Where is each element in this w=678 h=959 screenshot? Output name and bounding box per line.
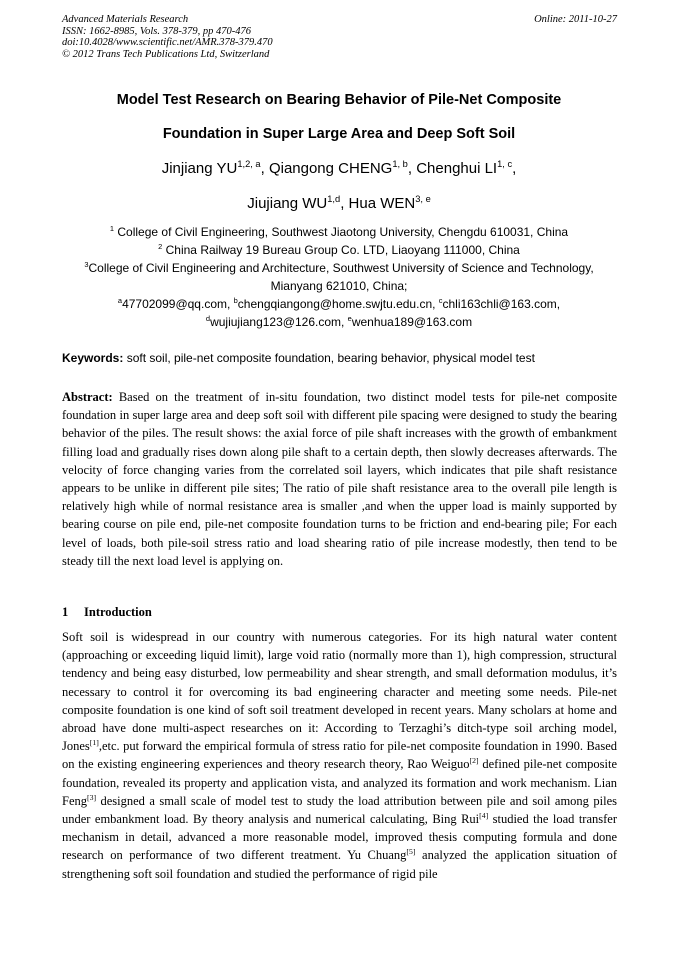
online-date: Online: 2011-10-27 [534, 14, 617, 25]
author-sup: 1, c [497, 159, 513, 169]
affiliation-1 [40, 225, 638, 239]
citation: [2] [469, 756, 479, 766]
email-sup: d [205, 314, 211, 323]
abstract [62, 388, 617, 570]
paragraph-text: Soft soil is widespread in our country with numerous categories. For its high natural water content (approaching or exceeding liquid limit), large void ratio (normally more than 1), high compression, structural tendency and being easy disturbed, low permeability and shear strength, and small deformation modulus, it’s necessary to control it for overcoming its bad engineering character and meeting some needs. Pile-net composite foundation is one kind of soft soil treatment developed in recent years. Many scholars at home and abroad have done multi-aspect researches on it: According to Terzaghi’s ditch-type soil arching model, Jones [62, 630, 617, 754]
section-title: Introduction [84, 605, 152, 619]
emails-line-2 [40, 315, 638, 329]
author-separator: , [260, 160, 269, 177]
journal-name: Advanced Materials Research [62, 14, 189, 25]
author-separator: , [407, 160, 417, 177]
email-sup: e [347, 314, 352, 323]
email-address: wenhua189@163.com [351, 315, 473, 329]
doi-line: doi:10.4028/www.scientific.net/AMR.378-379.470 [62, 37, 273, 48]
email-address: 47702099@qq.com, [122, 297, 234, 311]
abstract-label: Abstract: [62, 390, 113, 404]
email-address: wujiujiang123@126.com, [210, 315, 348, 329]
author-sup: 3, e [415, 194, 431, 204]
author-name: Chenghui LI [416, 160, 498, 177]
email-sup: a [117, 296, 123, 305]
issn-line: ISSN: 1662-8985, Vols. 378-379, pp 470-476 [62, 25, 251, 37]
paragraph-text: studied the load transfer mechanism in detail, advanced a more reasonable model, improved thesis computing formula and done research on performance of two different treatment. Yu Chuang [62, 812, 617, 863]
paragraph-text: defined pile-net composite foundation, revealed its property and application vista, and analyzed its formation and work mechanism. Lian Feng [62, 757, 617, 808]
emails-line-1 [40, 297, 638, 311]
keywords [62, 351, 617, 365]
author-name: Jiujiang WU [247, 195, 328, 212]
citation: [4] [479, 810, 489, 820]
paper-title-line-1: Model Test Research on Bearing Behavior of Pile-Net Composite [116, 92, 562, 108]
copyright-line: © 2012 Trans Tech Publications Ltd, Switzerland [62, 48, 270, 60]
paragraph-text: designed a small scale of model test to study the load attribution between pile and soil among piles under embankment load. By theory analysis and numerical calculating, Bing Rui [62, 793, 617, 827]
author-separator: , [340, 195, 349, 212]
journal-header [62, 14, 617, 60]
authors-line-1 [40, 160, 638, 177]
affiliation-sup: 1 [109, 224, 115, 233]
author-sup: 1, b [392, 159, 408, 169]
affiliation-text: College of Civil Engineering and Architecture, Southwest University of Science and Technology, [88, 261, 594, 275]
section-heading-introduction [62, 605, 152, 620]
citation: [3] [87, 792, 97, 802]
affiliation-3-continued: Mianyang 621010, China; [270, 279, 408, 293]
citation: [5] [406, 847, 416, 857]
paragraph-text: analyzed the application situation of strengthening soft soil foundation and studied the performance of rigid pile [62, 848, 617, 881]
citation: [1] [89, 738, 99, 748]
author-name: Hua WEN [348, 195, 416, 212]
abstract-text: Based on the treatment of in-situ foundation, two distinct model tests for pile-net composite foundation in super large area and deep soft soil with different pile spacing were designed to study the bearing behavior of the piles. The result shows: the axial force of pile shaft increases with the growth of embankment filling load and gradually rises down along pile shaft to a certain depth, then slowly decreases afterwards. The velocity of force changing varies from the correlated soil layers, which indicates that pile shaft resistance appears to be unlike in different pile sites; The ratio of pile shaft resistance area to the overall pile length is relatively high while of normal resistance area is smaller ,and when the upper load is mainly supported by bearing course on pile end, pile-net composite foundation turns to be friction and end-bearing pile; For each level of loads, both pile-soil stress ratio and load shearing ratio of pile increase modestly, then tend to be steady till the next load level is applying on. [62, 390, 617, 568]
affiliation-text: College of Civil Engineering, Southwest Jiaotong University, Chengdu 610031, China [114, 225, 569, 239]
keywords-label: Keywords: [62, 351, 124, 365]
keywords-text: soft soil, pile-net composite foundation, bearing behavior, physical model test [123, 351, 535, 365]
author-name: Jinjiang YU [161, 160, 238, 177]
affiliation-sup: 2 [158, 242, 163, 251]
paper-title-line-2: Foundation in Super Large Area and Deep Soft Soil [162, 126, 516, 142]
author-separator: , [512, 160, 517, 177]
introduction-paragraph [62, 628, 617, 883]
authors-line-2 [40, 195, 638, 212]
author-name: Qiangong CHENG [268, 160, 393, 177]
author-sup: 1,2, a [237, 159, 261, 169]
affiliation-3 [40, 261, 638, 275]
affiliation-2 [40, 243, 638, 257]
paragraph-text: ,etc. put forward the empirical formula of stress ratio for pile-net composite foundation in 1990. Based on the existing engineering experiences and theory research theory, Rao Weiguo [62, 739, 617, 772]
email-sup: b [233, 296, 238, 305]
affiliation-sup: 3 [84, 260, 89, 269]
author-sup: 1,d [327, 194, 341, 204]
affiliation-text: China Railway 19 Bureau Group Co. LTD, Liaoyang 111000, China [162, 243, 520, 257]
email-address: chli163chli@163.com, [442, 297, 561, 311]
section-number: 1 [62, 605, 69, 619]
email-sup: c [438, 296, 443, 305]
email-address: chengqiangong@home.swjtu.edu.cn, [237, 297, 439, 311]
